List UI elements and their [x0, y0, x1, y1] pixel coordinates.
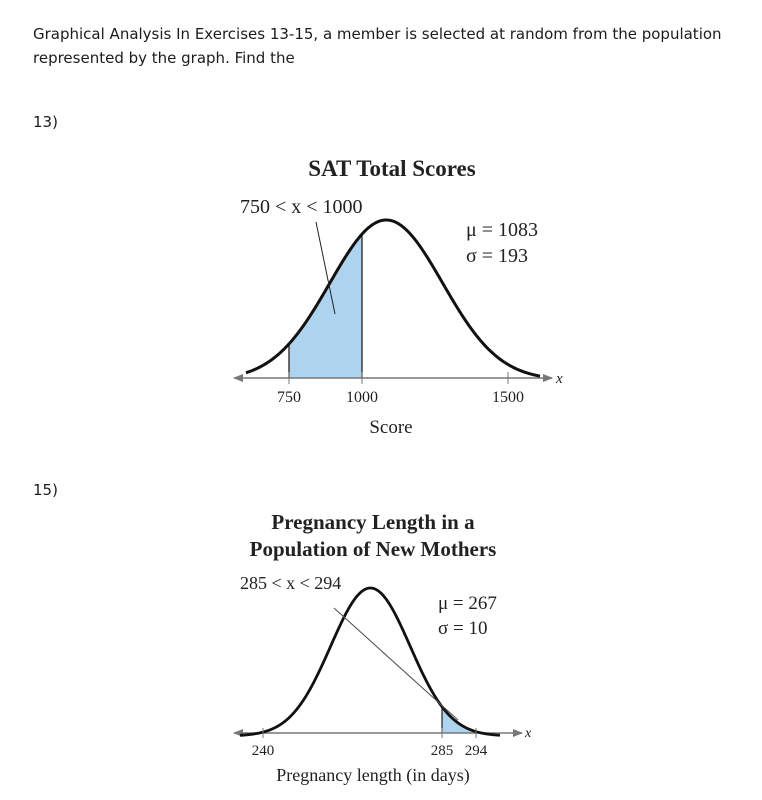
- pregnancy-title-line-1: Pregnancy Length in a: [271, 510, 475, 534]
- pregnancy-std-label: σ = 10: [438, 618, 488, 639]
- sat-interval-label: 750 < x < 1000: [240, 196, 363, 218]
- instructions-text: Graphical Analysis In Exercises 13-15, a member is selected at random from the population represented by the graph. Find the: [33, 25, 722, 67]
- pregnancy-tick-label-285: 285: [430, 743, 454, 759]
- pregnancy-tick-label-240: 240: [251, 743, 275, 759]
- sat-tick-label-1000: 1000: [346, 389, 378, 406]
- sat-tick-label-750: 750: [277, 389, 301, 406]
- pregnancy-mean-label: μ = 267: [438, 593, 497, 614]
- pregnancy-interval-label: 285 < x < 294: [240, 573, 342, 593]
- sat-tick-label-1500: 1500: [492, 389, 524, 406]
- sat-mean-label: μ = 1083: [466, 219, 539, 241]
- pregnancy-figure: [234, 510, 532, 786]
- sat-axis-variable: x: [556, 371, 563, 387]
- pregnancy-title-line-2: Population of New Mothers: [249, 537, 497, 561]
- question-15-number: 15): [33, 481, 58, 499]
- question-13-number: 13): [33, 113, 58, 131]
- pregnancy-axis-variable: x: [525, 726, 532, 741]
- sat-chart-title: SAT Total Scores: [308, 156, 476, 181]
- sat-axis-label: Score: [369, 417, 413, 438]
- pregnancy-tick-label-294: 294: [464, 743, 488, 759]
- sat-scores-figure: [234, 156, 563, 438]
- sat-shaded-area: [289, 234, 362, 378]
- sat-std-label: σ = 193: [466, 245, 529, 267]
- pregnancy-axis-label: Pregnancy length (in days): [276, 765, 470, 785]
